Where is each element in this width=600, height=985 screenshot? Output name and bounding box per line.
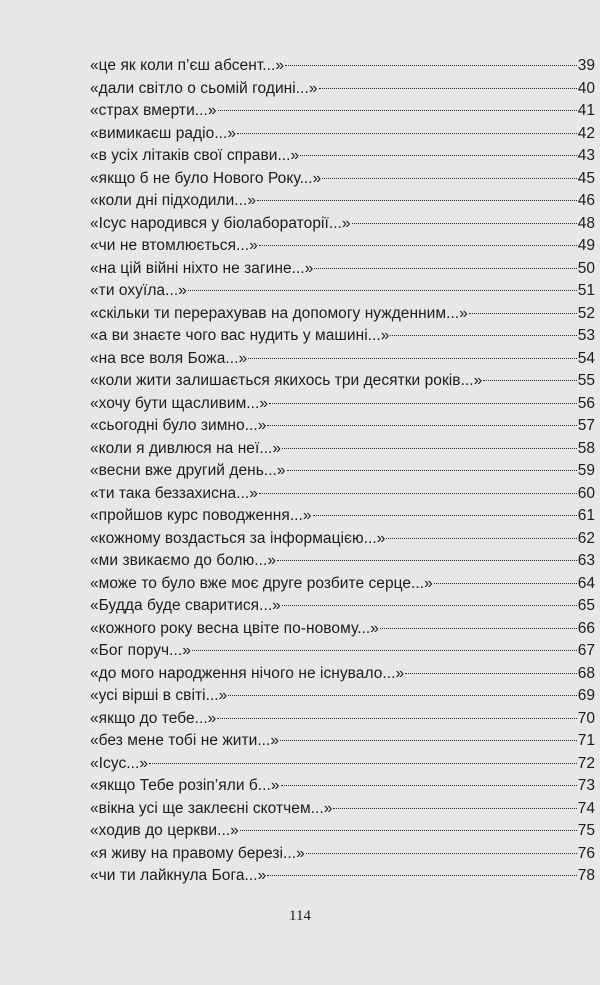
toc-entry — [90, 190, 595, 213]
toc-entry-title: «коли я дивлюся на неї...» — [90, 439, 282, 457]
toc-entry — [90, 78, 595, 101]
toc-entry-title: «Будда буде сваритися...» — [90, 597, 281, 614]
dot-leader — [257, 200, 577, 201]
toc-entry-page: 62 — [577, 529, 595, 547]
dot-leader — [386, 538, 576, 539]
toc-entry-page: 71 — [577, 732, 595, 749]
toc-entry — [90, 730, 595, 753]
toc-entry-title: «це як коли п’єш абсент...» — [90, 57, 284, 74]
toc-entry-title: «я живу на правому березі...» — [90, 844, 305, 862]
toc-entry-page: 53 — [577, 327, 595, 344]
toc-entry-title: «якщо до тебе...» — [90, 709, 217, 727]
toc-entry — [90, 235, 595, 258]
dot-leader — [319, 88, 577, 89]
toc-entry-title: «хочу бути щасливим...» — [90, 394, 269, 412]
dot-leader — [306, 853, 577, 854]
toc-entry-title: «на все воля Божа...» — [90, 349, 248, 367]
toc-entry-page: 66 — [577, 619, 595, 637]
toc-entry-page: 49 — [577, 237, 595, 254]
toc-entry-title: «коли дні підходили...» — [90, 192, 257, 209]
toc-entry-page: 61 — [577, 507, 595, 524]
toc-entry-page: 43 — [577, 147, 595, 164]
toc-entry-title: «усі вірші в світі...» — [90, 687, 228, 704]
toc-entry-page: 65 — [577, 597, 595, 614]
toc-entry — [90, 843, 595, 866]
dot-leader — [267, 875, 577, 876]
dot-leader — [248, 358, 577, 359]
toc-entry — [90, 123, 595, 146]
toc-entry — [90, 145, 595, 168]
toc-entry-title: «коли жити залишається якихось три десятки років...» — [90, 372, 483, 389]
toc-entry-title: «вікна усі ще заклеєні скотчем...» — [90, 799, 333, 817]
toc-entry-title: «в усіх літаків свої справи...» — [90, 147, 300, 164]
dot-leader — [314, 268, 576, 269]
toc-entry-page: 68 — [577, 664, 595, 682]
toc-entry — [90, 708, 595, 731]
dot-leader — [483, 380, 576, 381]
toc-entry-title: «чи ти лайкнула Бога...» — [90, 867, 267, 884]
toc-entry — [90, 685, 595, 708]
dot-leader — [434, 583, 577, 584]
toc-entry — [90, 280, 595, 303]
dot-leader — [313, 515, 577, 516]
toc-entry-title: «до мого народження нічого не існувало...» — [90, 664, 405, 682]
dot-leader — [188, 290, 577, 291]
toc-entry-page: 69 — [577, 687, 595, 704]
toc-entry-title: «сьогодні було зимно...» — [90, 417, 267, 434]
dot-leader — [267, 425, 576, 426]
dot-leader — [282, 448, 577, 449]
toc-entry — [90, 595, 595, 618]
toc-entry-page: 50 — [577, 259, 595, 277]
toc-entry-page: 56 — [577, 394, 595, 412]
toc-entry-title: «а ви знаєте чого вас нудить у машині...» — [90, 327, 390, 344]
toc-entry-page: 76 — [577, 844, 595, 862]
toc-entry-title: «весни вже другий день...» — [90, 462, 286, 479]
dot-leader — [237, 133, 577, 134]
toc-entry — [90, 55, 595, 78]
toc-entry — [90, 865, 595, 888]
toc-entry-page: 39 — [577, 57, 595, 74]
toc-entry-page: 58 — [577, 439, 595, 457]
table-of-contents — [90, 55, 595, 888]
toc-entry — [90, 528, 595, 551]
toc-entry-title: «якщо Тебе розіп’яли б...» — [90, 777, 280, 794]
toc-entry-title: «чи не втомлюється...» — [90, 237, 258, 254]
toc-entry — [90, 258, 595, 281]
toc-entry-page: 57 — [577, 417, 595, 434]
toc-entry — [90, 753, 595, 776]
toc-entry — [90, 100, 595, 123]
toc-entry-page: 46 — [577, 192, 595, 209]
toc-entry-title: «якщо б не було Нового Року...» — [90, 169, 322, 187]
dot-leader — [259, 493, 577, 494]
toc-entry-page: 74 — [577, 799, 595, 817]
toc-entry — [90, 303, 595, 326]
toc-entry — [90, 213, 595, 236]
toc-entry-title: «вимикаєш радіо...» — [90, 124, 237, 142]
toc-entry — [90, 460, 595, 483]
toc-entry — [90, 393, 595, 416]
toc-entry-page: 52 — [577, 304, 595, 322]
toc-entry-page: 45 — [577, 169, 595, 187]
dot-leader — [277, 560, 577, 561]
dot-leader — [149, 763, 577, 764]
toc-entry-page: 40 — [577, 79, 595, 97]
toc-entry-title: «на цій війні ніхто не загине...» — [90, 259, 314, 277]
toc-entry-page: 54 — [577, 349, 595, 367]
toc-entry-page: 75 — [577, 822, 595, 839]
dot-leader — [228, 695, 576, 696]
dot-leader — [218, 110, 577, 111]
toc-entry — [90, 348, 595, 371]
toc-entry-title: «скільки ти перерахував на допомогу нужденним...» — [90, 304, 468, 322]
toc-entry-page: 55 — [577, 372, 595, 389]
dot-leader — [217, 718, 576, 719]
toc-entry-page: 59 — [577, 462, 595, 479]
page-number: 114 — [289, 908, 311, 924]
toc-entry-title: «без мене тобі не жити...» — [90, 732, 280, 749]
dot-leader — [285, 65, 577, 66]
dot-leader — [192, 650, 577, 651]
toc-entry — [90, 820, 595, 843]
dot-leader — [281, 785, 577, 786]
toc-entry — [90, 325, 595, 348]
dot-leader — [405, 673, 577, 674]
toc-entry-title: «ми звикаємо до болю...» — [90, 552, 277, 569]
toc-entry-title: «може то було вже моє друге розбите серце...» — [90, 574, 433, 592]
toc-entry-title: «дали світло о сьомій годині...» — [90, 79, 318, 97]
toc-entry-title: «ти охуїла...» — [90, 282, 187, 299]
dot-leader — [259, 245, 577, 246]
toc-entry-page: 67 — [577, 642, 595, 659]
toc-entry-page: 72 — [577, 754, 595, 772]
toc-entry-page: 78 — [577, 867, 595, 884]
toc-entry-title: «страх вмерти...» — [90, 102, 217, 119]
toc-entry — [90, 618, 595, 641]
toc-entry-title: «кожного року весна цвіте по-новому...» — [90, 619, 379, 637]
dot-leader — [240, 830, 577, 831]
toc-entry-title: «ходив до церкви...» — [90, 822, 239, 839]
toc-entry — [90, 798, 595, 821]
dot-leader — [269, 403, 577, 404]
dot-leader — [282, 605, 577, 606]
dot-leader — [352, 223, 577, 224]
toc-entry — [90, 370, 595, 393]
toc-entry-page: 41 — [577, 102, 595, 119]
toc-entry — [90, 663, 595, 686]
toc-entry — [90, 483, 595, 506]
toc-entry — [90, 573, 595, 596]
toc-entry — [90, 438, 595, 461]
dot-leader — [300, 155, 577, 156]
toc-entry — [90, 640, 595, 663]
toc-entry — [90, 505, 595, 528]
toc-entry-title: «Бог поруч...» — [90, 642, 191, 659]
dot-leader — [469, 313, 577, 314]
toc-entry-title: «кожному воздасться за інформацією...» — [90, 529, 386, 547]
dot-leader — [333, 808, 576, 809]
toc-entry — [90, 168, 595, 191]
toc-entry-page: 64 — [577, 574, 595, 592]
toc-entry-page: 63 — [577, 552, 595, 569]
toc-entry-page: 70 — [577, 709, 595, 727]
dot-leader — [390, 335, 576, 336]
toc-entry-page: 42 — [577, 124, 595, 142]
dot-leader — [287, 470, 577, 471]
dot-leader — [380, 628, 577, 629]
toc-entry-page: 60 — [577, 484, 595, 502]
toc-entry — [90, 550, 595, 573]
toc-entry — [90, 775, 595, 798]
toc-entry-title: «Ісус...» — [90, 754, 148, 772]
dot-leader — [280, 740, 577, 741]
toc-entry-title: «ти така беззахисна...» — [90, 484, 258, 502]
toc-entry-page: 48 — [577, 214, 595, 232]
toc-entry-page: 51 — [577, 282, 595, 299]
dot-leader — [322, 178, 576, 179]
toc-entry-page: 73 — [577, 777, 595, 794]
toc-entry-title: «пройшов курс поводження...» — [90, 507, 312, 524]
toc-entry — [90, 415, 595, 438]
toc-entry-title: «Ісус народився у біолабораторії...» — [90, 214, 351, 232]
